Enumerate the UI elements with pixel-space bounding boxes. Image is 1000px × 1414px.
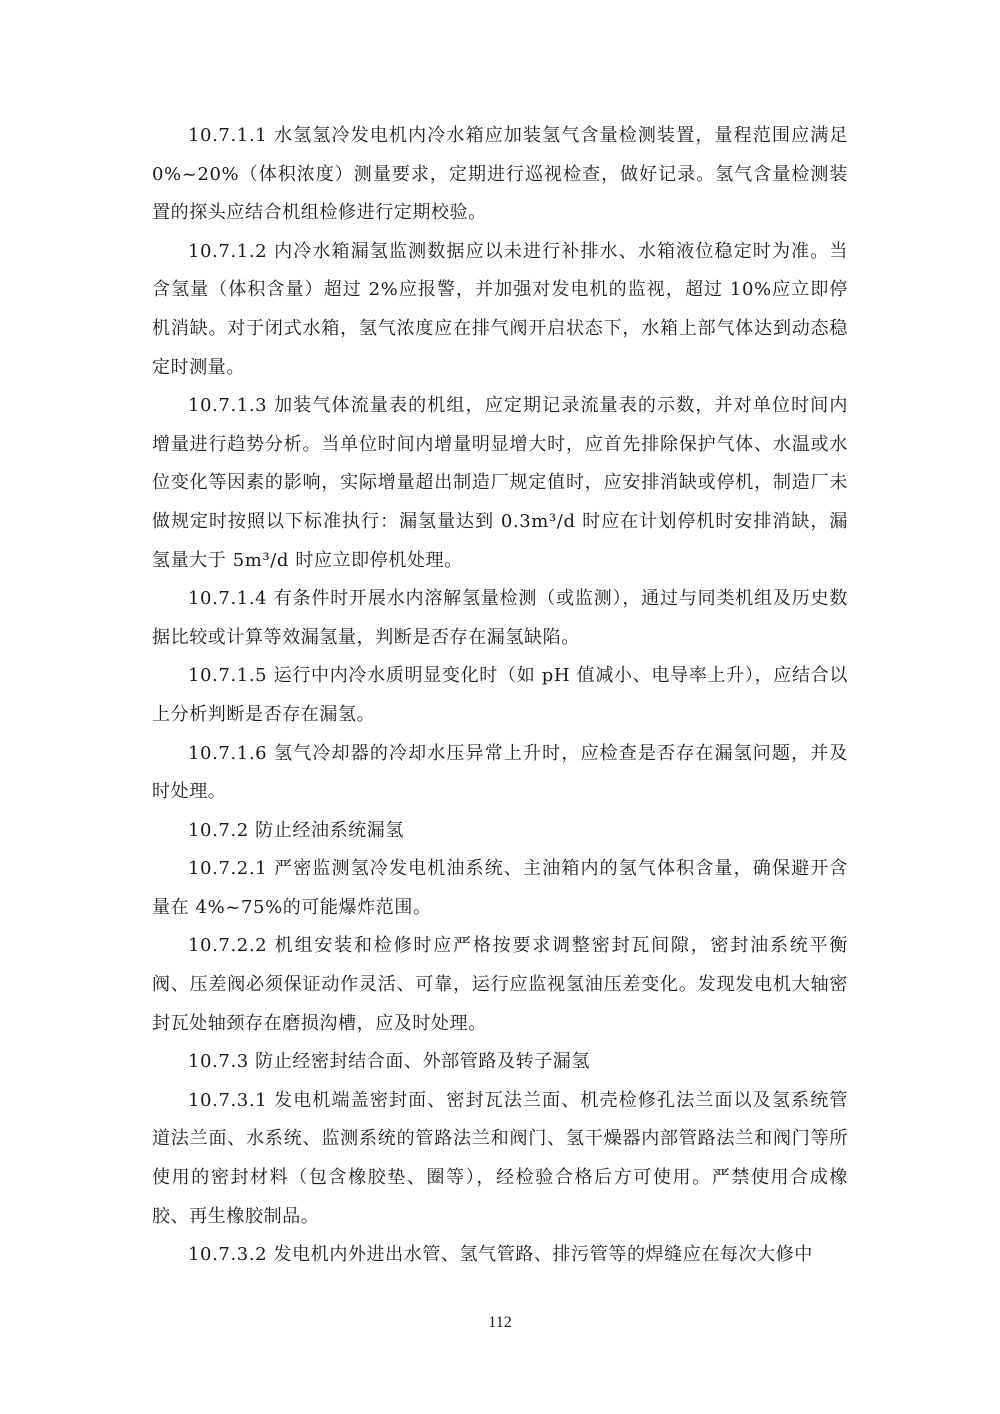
paragraph-10-7-1-1: 10.7.1.1 水氢氢冷发电机内冷水箱应加装氢气含量检测装置，量程范围应满足 0%~20%（体积浓度）测量要求，定期进行巡视检查，做好记录。氢气含量检测装置的探头应结合机组检修进行定期校验。 xyxy=(152,125,848,224)
page-number: 112 xyxy=(488,1314,512,1331)
paragraph-10-7-3-1: 10.7.3.1 发电机端盖密封面、密封瓦法兰面、机壳检修孔法兰面以及氢系统管道法兰面、水系统、监测系统的管路法兰和阀门、氢干燥器内部管路法兰和阀门等所使用的密封材料（包含橡胶垫、圈等），经检验合格后方可使用。严禁使用合成橡胶、再生橡胶制品。 xyxy=(152,1089,848,1227)
paragraph-10-7-3-2: 10.7.3.2 发电机内外进出水管、氢气管路、排污管等的焊缝应在每次大修中 xyxy=(188,1244,813,1266)
body-text xyxy=(152,117,848,1275)
paragraph-10-7-1-6: 10.7.1.6 氢气冷却器的冷却水压异常上升时，应检查是否存在漏氢问题，并及时处理。 xyxy=(152,742,848,803)
section-heading-10-7-2: 10.7.2 防止经油系统漏氢 xyxy=(188,819,404,841)
paragraph-10-7-1-4: 10.7.1.4 有条件时开展水内溶解氢量检测（或监测），通过与同类机组及历史数据比较或计算等效漏氢量，判断是否存在漏氢缺陷。 xyxy=(152,588,848,648)
paragraph-10-7-2-1: 10.7.2.1 严密监测氢冷发电机油系统、主油箱内的氢气体积含量，确保避开含量在 4%~75%的可能爆炸范围。 xyxy=(152,858,848,918)
paragraph-10-7-1-2: 10.7.1.2 内冷水箱漏氢监测数据应以未进行补排水、水箱液位稳定时为准。当含氢量（体积含量）超过 2%应报警，并加强对发电机的监视，超过 10%应立即停机消缺。对于闭式水箱，氢气浓度应在排气阀开启状态下，水箱上部气体达到动态稳定时测量。 xyxy=(152,240,848,378)
section-heading-10-7-3: 10.7.3 防止经密封结合面、外部管路及转子漏氢 xyxy=(188,1051,590,1073)
paragraph-10-7-1-3: 10.7.1.3 加装气体流量表的机组，应定期记录流量表的示数，并对单位时间内增量进行趋势分析。当单位时间内增量明显增大时，应首先排除保护气体、水温或水位变化等因素的影响，实际增量超出制造厂规定值时，应安排消缺或停机，制造厂未做规定时按照以下标准执行：漏氢量达到 0.3m³/d 时应在计划停机时安排消缺，漏氢量大于 5m³/d 时应立即停机处理。 xyxy=(152,395,848,571)
paragraph-10-7-1-5: 10.7.1.5 运行中内冷水质明显变化时（如 pH 值减小、电导率上升），应结合以上分析判断是否存在漏氢。 xyxy=(152,665,848,725)
paragraph-10-7-2-2: 10.7.2.2 机组安装和检修时应严格按要求调整密封瓦间隙，密封油系统平衡阀、压差阀必须保证动作灵活、可靠，运行应监视氢油压差变化。发现发电机大轴密封瓦处轴颈存在磨损沟槽，应及时处理。 xyxy=(152,935,848,1034)
